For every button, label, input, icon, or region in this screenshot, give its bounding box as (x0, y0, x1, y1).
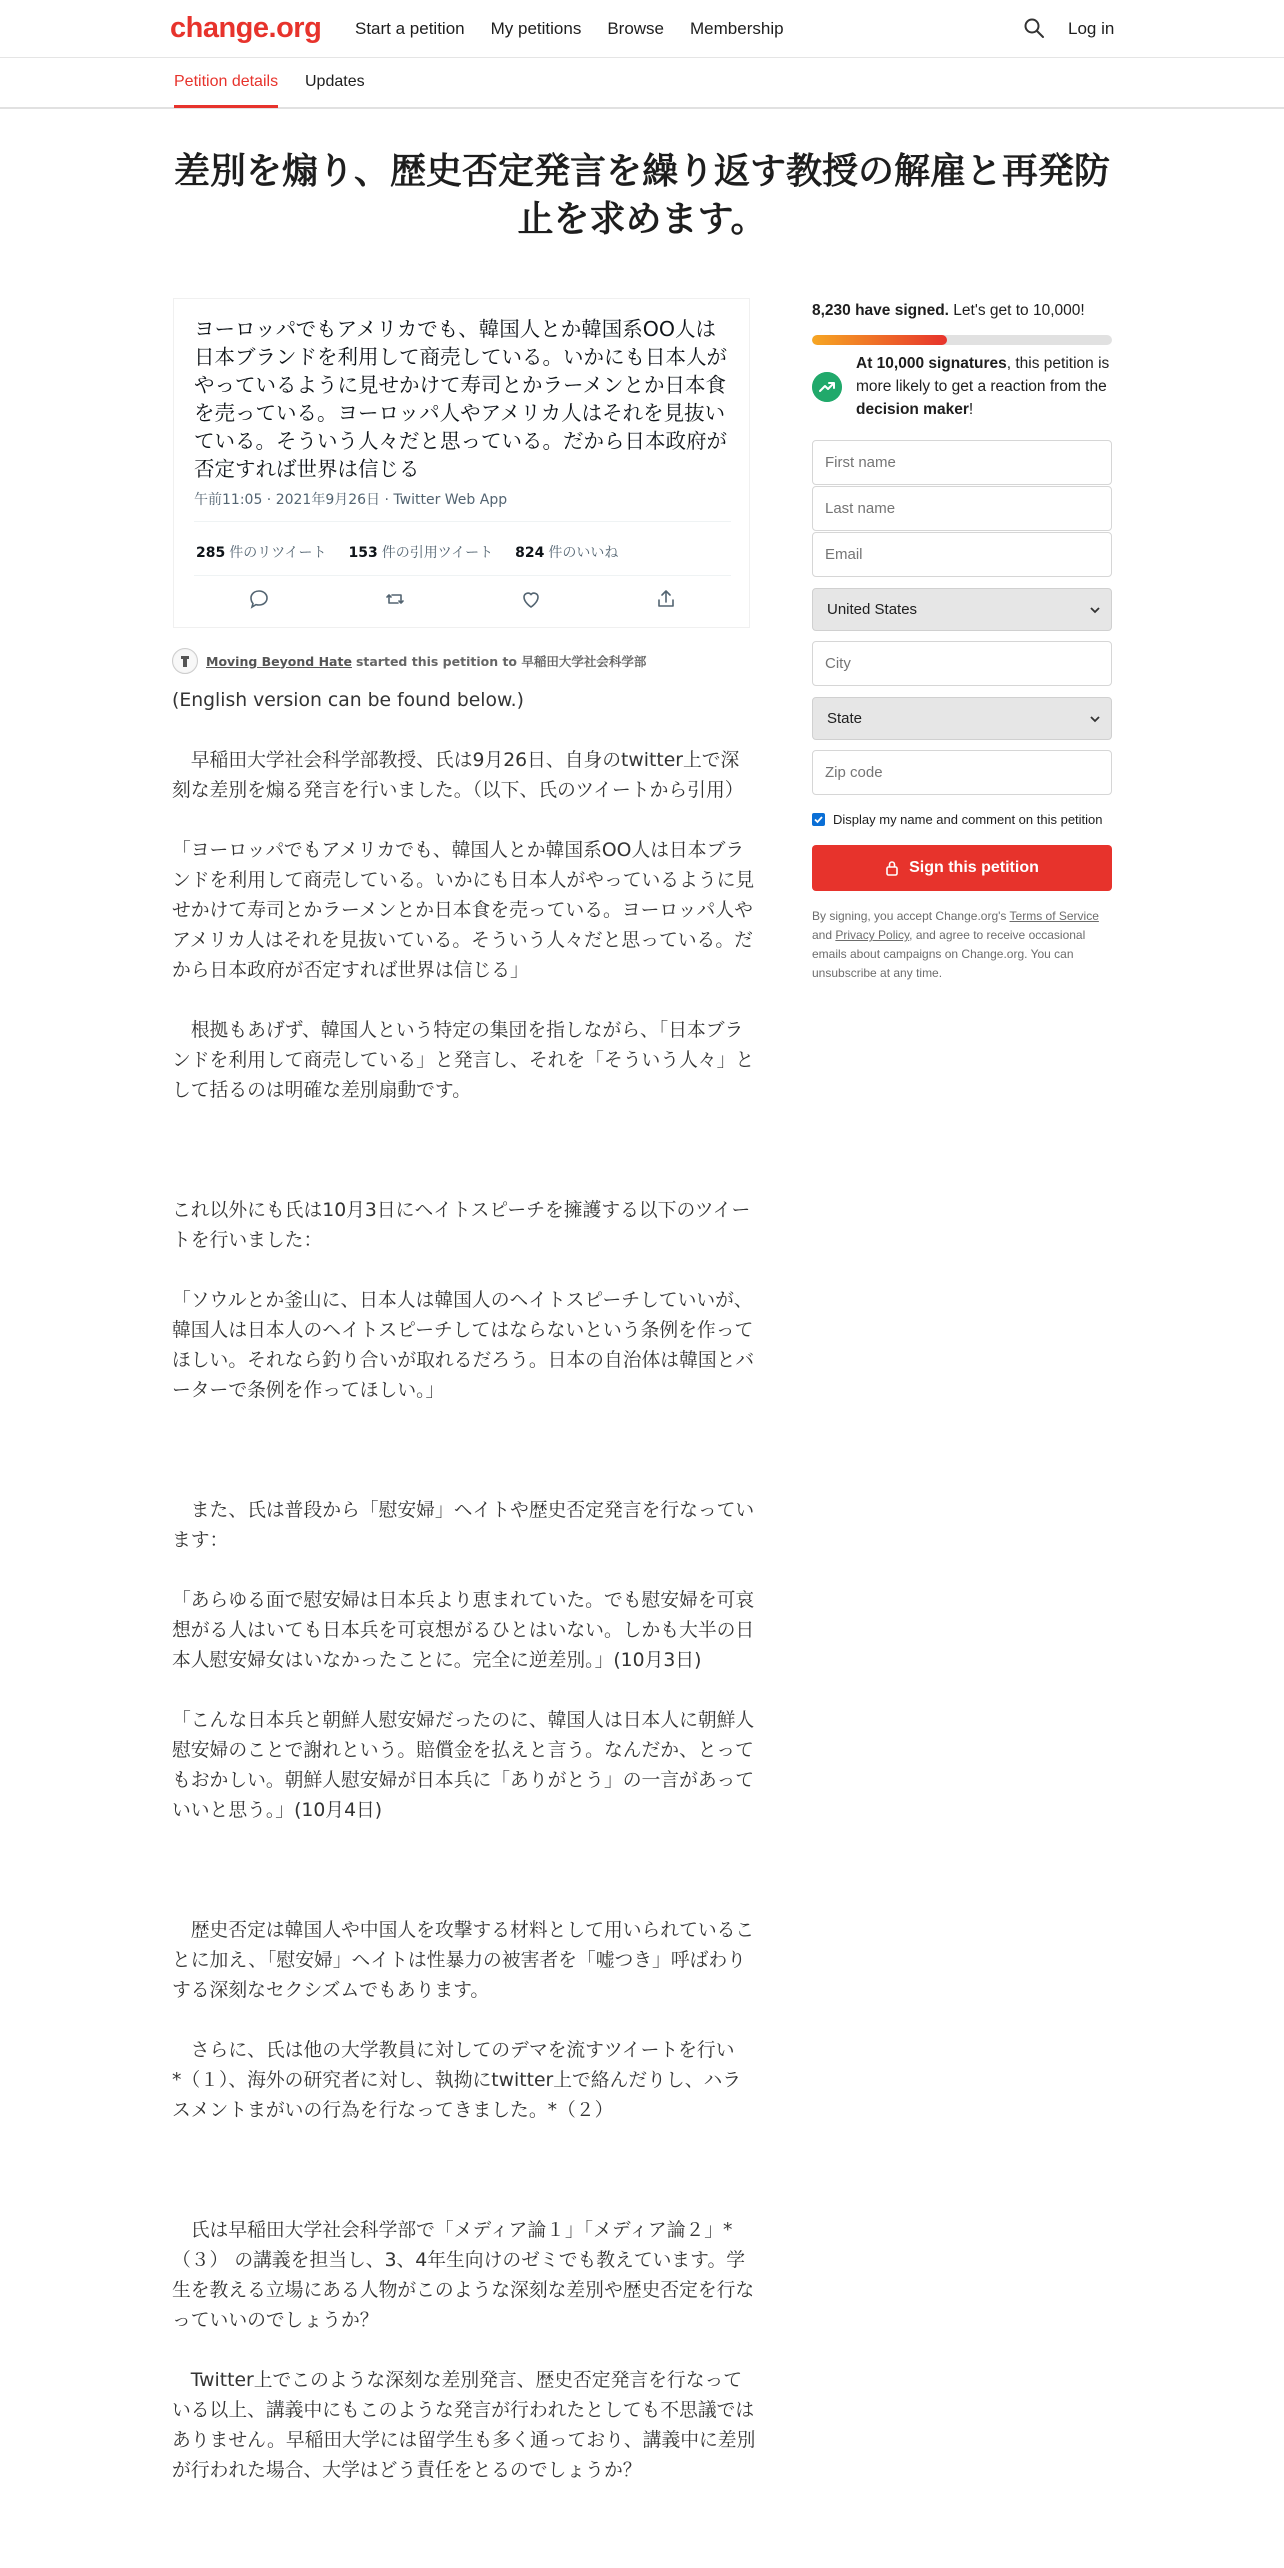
tab-petition-details[interactable]: Petition details (174, 73, 278, 108)
reply-icon[interactable] (247, 587, 271, 611)
avatar[interactable] (172, 648, 198, 674)
goal-message (812, 352, 1112, 422)
body-paragraph: 早稲田大学社会科学部教授、氏は9月26日、自身のtwitter上で深刻な差別を煽る発言を行いました。（以下、氏のツイートから引用） (172, 750, 744, 801)
body-paragraph (172, 2126, 756, 2156)
body-paragraph (172, 1166, 756, 1196)
lock-icon (885, 860, 899, 876)
state-select-value: State (827, 710, 863, 727)
body-paragraph (172, 1256, 756, 1286)
embedded-tweet (173, 298, 750, 628)
nav-membership[interactable]: Membership (690, 19, 784, 38)
nav-browse[interactable]: Browse (607, 19, 665, 38)
body-paragraph (172, 1886, 756, 1916)
city-field[interactable] (812, 641, 1112, 686)
body-paragraph (172, 1406, 756, 1436)
body-paragraph (172, 2336, 756, 2366)
checkmark-icon (813, 814, 824, 825)
avatar-image-icon (173, 649, 197, 673)
top-navigation (0, 0, 1284, 58)
sign-petition-label: Sign this petition (909, 859, 1039, 876)
signature-progress-fill (812, 335, 947, 345)
display-name-checkbox[interactable] (812, 813, 825, 826)
retweet-icon[interactable] (383, 587, 407, 611)
body-paragraph: 「あらゆる面で慰安婦は日本兵より恵まれていた。でも慰安婦を可哀想がる人はいても日本兵を可哀想がるひとはいない。しかも大半の日本人慰安婦女はいなかったことに。完全に逆差別。」(10月3日) (172, 1590, 755, 1671)
body-paragraph (172, 1466, 756, 1496)
petition-title: 差別を煽り、歴史否定発言を繰り返す教授の解雇と再発防止を求めます。 (173, 151, 1110, 240)
signature-count: 8,230 have signed. Let's get to 10,000! (812, 302, 1085, 319)
retweet-stat: 285 件のリツイート (196, 545, 327, 561)
body-paragraph (172, 716, 756, 746)
nav-start-petition[interactable]: Start a petition (355, 19, 465, 38)
state-select[interactable] (812, 697, 1112, 740)
starter-name-link[interactable]: Moving Beyond Hate (206, 653, 352, 669)
body-paragraph (172, 1556, 756, 1586)
country-select-value: United States (827, 601, 918, 618)
body-paragraph: また、氏は普段から「慰安婦」ヘイトや歴史否定発言を行なっています： (172, 1500, 755, 1551)
body-paragraph: 氏は早稲田大学社会科学部で「メディア論１」「メディア論２」*（３） の講義を担当し、3、4年生向けのゼミでも教えています。学生を教える立場にある人物がこのような深刻な差別や歴史否定を行なっていいのでしょうか？ (172, 2220, 755, 2331)
quote-tweet-stat: 153 件の引用ツイート (348, 545, 494, 561)
starter-text: started this petition to 早稲田大学社会科学部 (355, 654, 647, 669)
body-paragraph (172, 2006, 756, 2036)
change-org-logo[interactable]: change.org (170, 12, 322, 44)
tab-updates[interactable]: Updates (305, 73, 365, 90)
nav-links (355, 19, 810, 39)
body-paragraph (172, 1436, 756, 1466)
tweet-timestamp: 午前11:05 · 2021年9月26日 · Twitter Web App (194, 492, 508, 508)
display-name-label: Display my name and comment on this petition (833, 812, 1103, 827)
petition-starter (172, 648, 772, 674)
body-paragraph: 根拠もあげず、韓国人という特定の集団を指しながら、「日本ブランドを利用して商売している」と発言し、それを「そういう人々」として括るのは明確な差別扇動です。 (172, 1020, 755, 1101)
nav-my-petitions[interactable]: My petitions (490, 19, 582, 38)
body-paragraph (172, 806, 756, 836)
body-paragraph: 「ソウルとか釜山に、日本人は韓国人のヘイトスピーチしていいが、韓国人は日本人のヘイトスピーチしてはならないという条例を作ってほしい。それなら釣り合いが取れるだろう。日本の自治体は韓国とバーターで条例を作ってほしい。」 (172, 1290, 755, 1401)
body-paragraph: 「こんな日本兵と朝鮮人慰安婦だったのに、韓国人は日本人に朝鮮人慰安婦のことで謝れという。賠償金を払えと言う。なんだか、とってもおかしい。朝鮮人慰安婦が日本兵に「ありがとう」の一言があっていいと思う。」(10月4日) (172, 1710, 755, 1821)
first-name-field[interactable] (812, 440, 1112, 485)
legal-text: By signing, you accept Change.org's Terms of Service and Privacy Policy, and agree to receive occasional emails about campaigns on Change.org. You can unsubscribe at any time. (812, 909, 1099, 980)
chevron-down-icon (1089, 713, 1101, 725)
body-paragraph (172, 2156, 756, 2186)
terms-of-service-link[interactable]: Terms of Service (1009, 909, 1099, 923)
body-paragraph: 歴史否定は韓国人や中国人を攻撃する材料として用いられていることに加え、「慰安婦」ヘイトは性暴力の被害者を「嘘つき」呼ばわりする深刻なセクシズムでもあります。 (172, 1920, 755, 2001)
zip-code-field[interactable] (812, 750, 1112, 795)
country-select[interactable] (812, 588, 1112, 631)
tweet-text: ヨーロッパでもアメリカでも、韓国人とか韓国系OO人は日本ブランドを利用して商売している。いかにも日本人がやっているように見せかけて寿司とかラーメンとか日本食を売っている。ヨーロッパ人やアメリカ人はそれを見抜いている。そういう人々だと思っている。だから日本政府が否定すれば世界は信じる (194, 317, 727, 481)
signature-progress-bar (812, 335, 1112, 345)
body-paragraph (172, 1136, 756, 1166)
privacy-policy-link[interactable]: Privacy Policy (835, 928, 910, 942)
like-stat: 824 件のいいね (515, 545, 619, 561)
body-paragraph: (English version can be found below.) (172, 690, 524, 711)
body-paragraph (172, 1856, 756, 1886)
like-icon[interactable] (519, 587, 543, 611)
login-link[interactable]: Log in (1068, 19, 1115, 38)
body-paragraph: Twitter上でこのような深刻な差別発言、歴史否定発言を行なっている以上、講義中にもこのような発言が行われたとしても不思議ではありません。早稲田大学には留学生も多く通っており、講義中に差別が行われた場合、大学はどう責任をとるのでしょうか？ (172, 2370, 756, 2481)
body-paragraph (172, 986, 756, 1016)
body-paragraph: 「ヨーロッパでもアメリカでも、韓国人とか韓国系OO人は日本ブランドを利用して商売している。いかにも日本人がやっているように見せかけて寿司とかラーメンとか日本食を売っている。ヨーロッパ人やアメリカ人はそれを見抜いている。そういう人々だと思っている。だから日本政府が否定すれば世界は信じる」 (172, 840, 755, 981)
sign-petition-button[interactable] (812, 845, 1112, 891)
body-paragraph (172, 1106, 756, 1136)
chevron-down-icon (1089, 604, 1101, 616)
tweet-divider (194, 521, 731, 522)
body-paragraph (172, 1676, 756, 1706)
tweet-actions (174, 587, 751, 611)
body-paragraph (172, 1826, 756, 1856)
last-name-field[interactable] (812, 486, 1112, 531)
body-paragraph (172, 2186, 756, 2216)
tweet-divider (194, 575, 731, 576)
email-field[interactable] (812, 532, 1112, 577)
display-name-option (812, 812, 1103, 827)
share-icon[interactable] (654, 587, 678, 611)
trending-up-icon (812, 372, 842, 402)
goal-text: At 10,000 signatures, this petition is more likely to get a reaction from the decision maker! (856, 355, 1110, 418)
petition-tabs (0, 58, 1284, 109)
body-paragraph: これ以外にも氏は10月3日にヘイトスピーチを擁護する以下のツイートを行いました： (172, 1200, 751, 1251)
body-paragraph: さらに、氏は他の大学教員に対してのデマを流すツイートを行い *（１）、海外の研究者に対し、執拗にtwitter上で絡んだりし、ハラスメントまがいの行為を行なってきました。*（２） (172, 2040, 754, 2121)
petition-body (172, 686, 756, 2486)
search-icon[interactable] (1023, 17, 1045, 39)
tweet-stats (196, 542, 618, 562)
